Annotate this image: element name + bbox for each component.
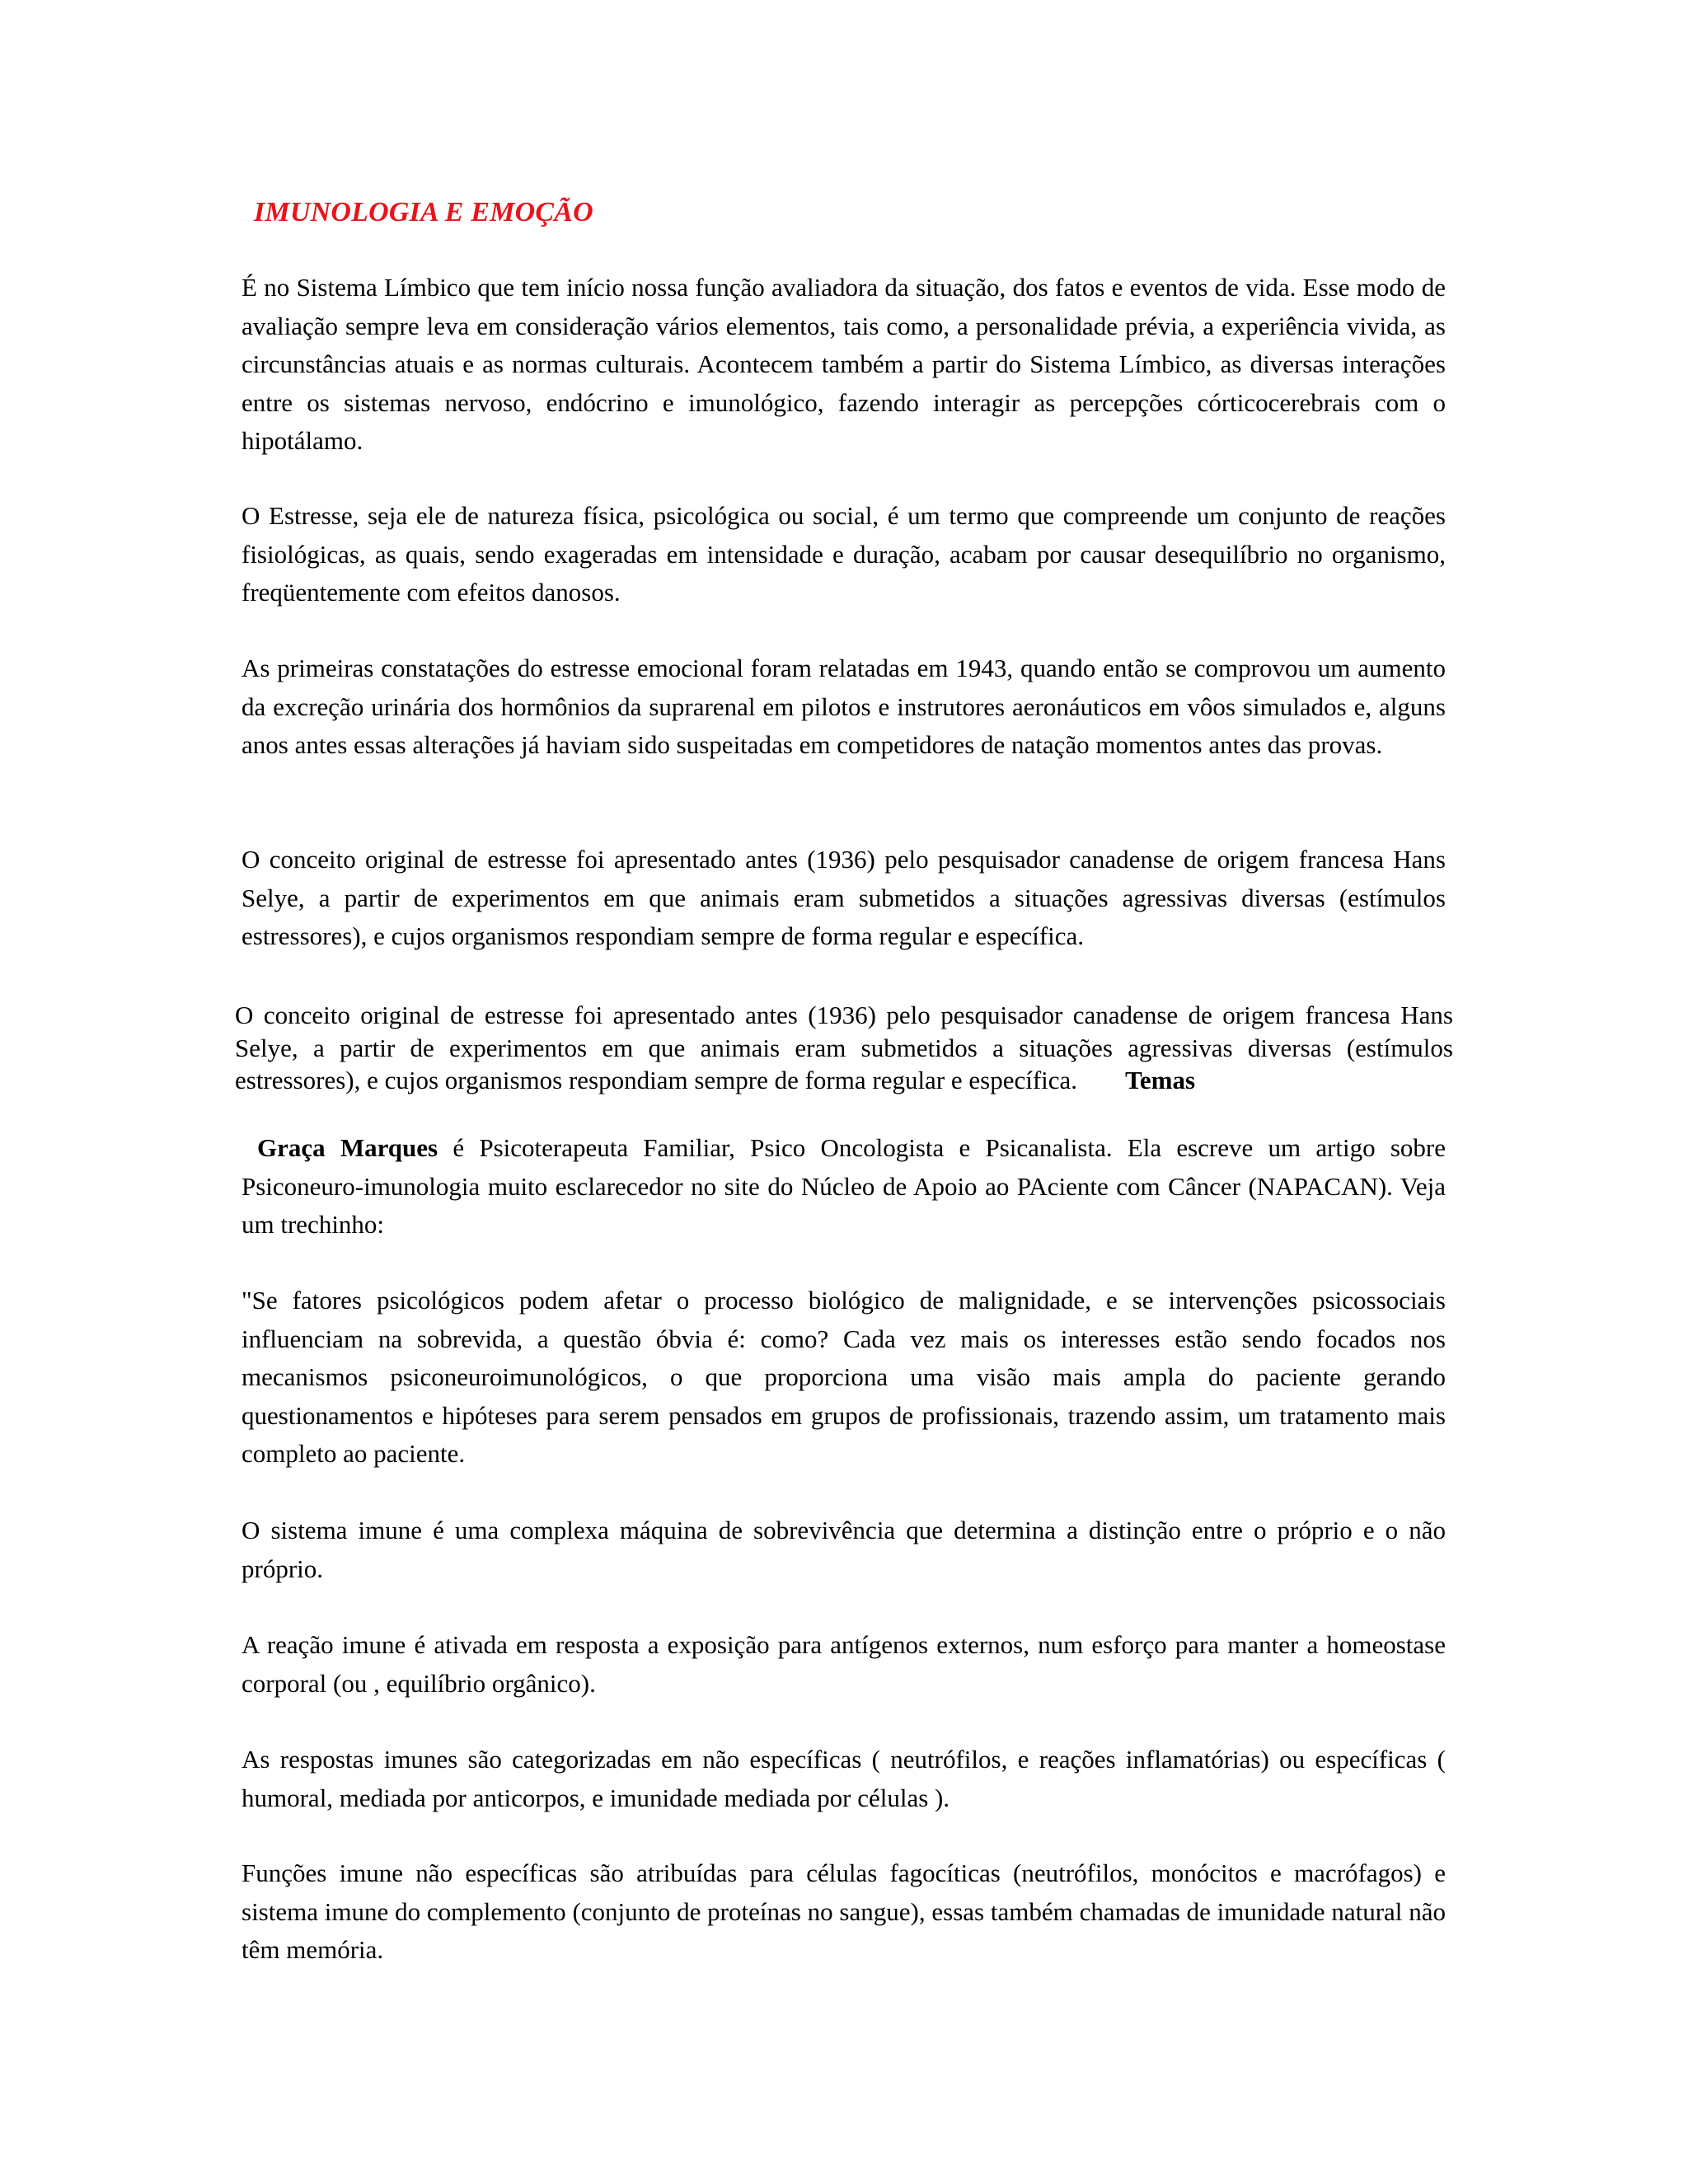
paragraph-primeiras-constatacoes: As primeiras constatações do estresse emocional foram relatadas em 1943, quando então se comprovou um aumento da excreção urinária dos hormônios da suprarenal em pilotos e instrutores aeronáuticos em vôos simulados e, alguns anos antes essas alterações já haviam sido suspeitadas em competidores de natação momentos antes das provas. [241,654,1446,759]
paragraph-estresse: O Estresse, seja ele de natureza física, psicológica ou social, é um termo que compreende um conjunto de reações fisiológicas, as quais, sendo exageradas em intensidade e duração, acabam por causar desequilíbrio no organismo, freqüentemente com efeitos danosos. [241,501,1446,607]
paragraph-quote: "Se fatores psicológicos podem afetar o processo biológico de malignidade, e se intervenções psicossociais influenciam na sobrevida, a questão óbvia é: como? Cada vez mais os interesses estão sendo focados nos mecanismos psiconeuroimunológicos, o que proporciona uma visão mais ampla do paciente gerando questionamentos e hipóteses para serem pensados em grupos de profissionais, trazendo assim, um tratamento mais completo ao paciente. [241,1286,1446,1468]
paragraph-conceito-original: O conceito original de estresse foi apresentado antes (1936) pelo pesquisador canadense de origem francesa Hans Selye, a partir de experimentos em que animais eram submetidos a situações agressivas diversas (estímulos estressores), e cujos organismos respondiam sempre de forma regular e específica. [241,845,1446,950]
paragraph-sistema-limbico: É no Sistema Límbico que tem início nossa função avaliadora da situação, dos fatos e eventos de vida. Esse modo de avaliação sempre leva em consideração vários elementos, tais como, a personalidade prévia, a experiência vivida, as circunstâncias atuais e as normas culturais. Acontecem também a partir do Sistema Límbico, as diversas interações entre os sistemas nervoso, endócrino e imunológico, fazendo interagir as percepções córticocerebrais com o hipotálamo. [241,273,1446,455]
paragraph-graca-marques [241,1129,1446,1244]
paragraph-sistema-imune: O sistema imune é uma complexa máquina de sobrevivência que determina a distinção entre o próprio e o não próprio. [241,1516,1446,1583]
paragraph-respostas-imunes: As respostas imunes são categorizadas em não específicas ( neutrófilos, e reações inflamatórias) ou específicas ( humoral, mediada por anticorpos, e imunidade mediada por células ). [241,1745,1446,1812]
author-name: Graça Marques [257,1133,438,1162]
document-title: IMUNOLOGIA E EMOÇÃO [254,197,593,227]
temas-label: Temas [1125,1066,1196,1094]
paragraph-conceito-original-repeat [235,999,1453,1097]
paragraph-funcoes-imune: Funções imune não específicas são atribuídas para células fagocíticas (neutrófilos, monócitos e macrófagos) e sistema imune do complemento (conjunto de proteínas no sangue), essas também chamadas de imunidade natural não têm memória. [241,1858,1446,1964]
paragraph-conceito-original-repeat-text: O conceito original de estresse foi apresentado antes (1936) pelo pesquisador canadense de origem francesa Hans Selye, a partir de experimentos em que animais eram submetidos a situações agressivas diversas (estímulos estressores), e cujos organismos respondiam sempre de forma regular e específica. [235,1001,1453,1094]
paragraph-graca-marques-text: é Psicoterapeuta Familiar, Psico Oncologista e Psicanalista. Ela escreve um artigo sobre Psiconeuro-imunologia muito esclarecedor no site do Núcleo de Apoio ao PAciente com Câncer (NAPACAN). Veja um trechinho: [241,1133,1446,1239]
paragraph-reacao-imune: A reação imune é ativada em resposta a exposição para antígenos externos, num esforço para manter a homeostase corporal (ou , equilíbrio orgânico). [241,1630,1446,1698]
